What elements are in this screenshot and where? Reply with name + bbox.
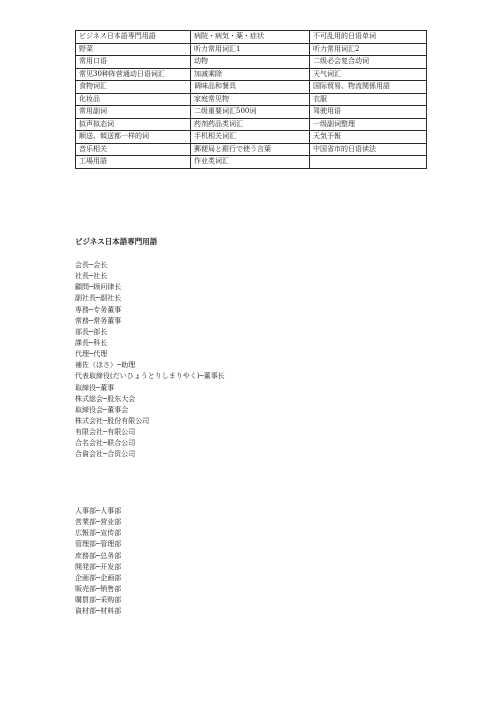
table-cell[interactable]: 手机相关词汇 [191,131,310,144]
table-cell[interactable]: 二级必会复合动词 [310,56,427,69]
table-cell[interactable]: 国际貿易、物流関係用語 [310,81,427,94]
job-title-item: 会長─会长 [75,261,108,269]
table-cell[interactable]: 食物词汇 [76,81,191,94]
job-title-item: 合名会社─联合公司 [75,439,136,448]
table-cell[interactable]: 听力常用词汇2 [310,43,427,56]
table-cell [310,156,427,169]
table-cell[interactable]: 调味品和餐具 [191,81,310,94]
table-row [76,31,427,44]
departments-list [75,506,121,617]
vocabulary-index-table [75,30,427,169]
table-row [76,131,427,144]
table-row [76,43,427,56]
table-cell[interactable]: 音乐相关 [76,143,191,156]
table-cell[interactable]: 常用口语 [76,56,191,69]
job-title-item: 常務─常务董事 [75,316,122,325]
table-row [76,81,427,94]
table-cell[interactable]: 拟声拟态词 [76,118,191,131]
job-title-item: 部長─部长 [75,327,108,336]
table-row [76,118,427,131]
table-row [76,106,427,119]
department-item: 企画部─企画部 [75,573,122,582]
table-cell[interactable]: 驾驶用语 [310,106,427,119]
table-cell[interactable]: 二级重要词汇500词 [191,106,310,119]
department-item: 広報部─宣传部 [75,529,122,538]
department-item: 営業部─营业部 [75,518,122,527]
department-item: 資材部─材料部 [75,607,122,616]
table-cell[interactable]: 天気予報 [310,131,427,144]
job-title-item: 課長─科长 [75,338,108,347]
table-cell[interactable]: 郵便局と銀行で使う言葉 [191,143,310,156]
job-title-item: 有限会社─有限公司 [75,428,136,437]
vocabulary-table-body [76,31,427,169]
table-cell[interactable]: 药剂药品类词汇 [191,118,310,131]
department-item: 開発部─开发部 [75,562,122,571]
table-cell[interactable]: 听力常用词汇1 [191,43,310,56]
job-title-item: 取締役会─董事会 [75,405,129,414]
job-title-item: 補佐（ほさ）─助理 [75,361,136,370]
table-cell[interactable]: 天气词汇 [310,68,427,81]
table-cell[interactable]: 常用副词 [76,106,191,119]
table-cell[interactable]: 化妆品 [76,93,191,106]
table-row [76,68,427,81]
department-item: 庶務部─总务部 [75,551,122,560]
table-cell[interactable]: ビジネス日本語専門用語 [76,31,191,44]
job-title-item: 合資会社─合资公司 [75,450,136,459]
table-row [76,56,427,69]
table-cell[interactable]: 病院・病気・薬・症状 [191,31,310,44]
job-title-item: 取締役─董事 [75,383,115,392]
job-title-item: 株式総会─股东大会 [75,394,136,403]
table-cell[interactable]: 常见30种阵营通动日语词汇 [76,68,191,81]
table-cell[interactable]: 野菜 [76,43,191,56]
table-row [76,143,427,156]
table-cell[interactable]: 顺送、傾送都一样的词 [76,131,191,144]
job-title-item: 株式会社─股份有限公司 [75,416,150,425]
table-cell[interactable]: 工場用語 [76,156,191,169]
table-cell[interactable]: 动物 [191,56,310,69]
job-title-item: 専務─专务董事 [75,305,122,314]
job-titles-list [75,260,225,461]
job-title-item: 顧問─顾问律长 [75,283,122,292]
department-item: 管理部─管理部 [75,540,122,549]
department-item: 購買部─采购部 [75,596,122,605]
department-item: 販売部─销售部 [75,584,122,593]
table-cell[interactable]: 家庭常见物 [191,93,310,106]
job-title-item: 代理─代理 [75,350,108,359]
table-row [76,93,427,106]
table-cell[interactable]: 中国省市的日语读法 [310,143,427,156]
table-cell[interactable]: 作业类词汇 [191,156,310,169]
job-title-item: 代表取締役(だいひょうとりしまりやく)─董事长 [75,372,225,381]
table-cell[interactable]: 加减乘除 [191,68,310,81]
table-cell[interactable]: 一级副词整理 [310,118,427,131]
section-heading: ビジネス日本語専門用語 [75,237,158,246]
department-item: 人事部─人事部 [75,507,122,515]
table-cell[interactable]: 不可乱用的日语单词 [310,31,427,44]
job-title-item: 副社長─副社长 [75,294,122,303]
table-cell[interactable]: 衣服 [310,93,427,106]
table-row [76,156,427,169]
job-title-item: 社長─社长 [75,272,108,281]
